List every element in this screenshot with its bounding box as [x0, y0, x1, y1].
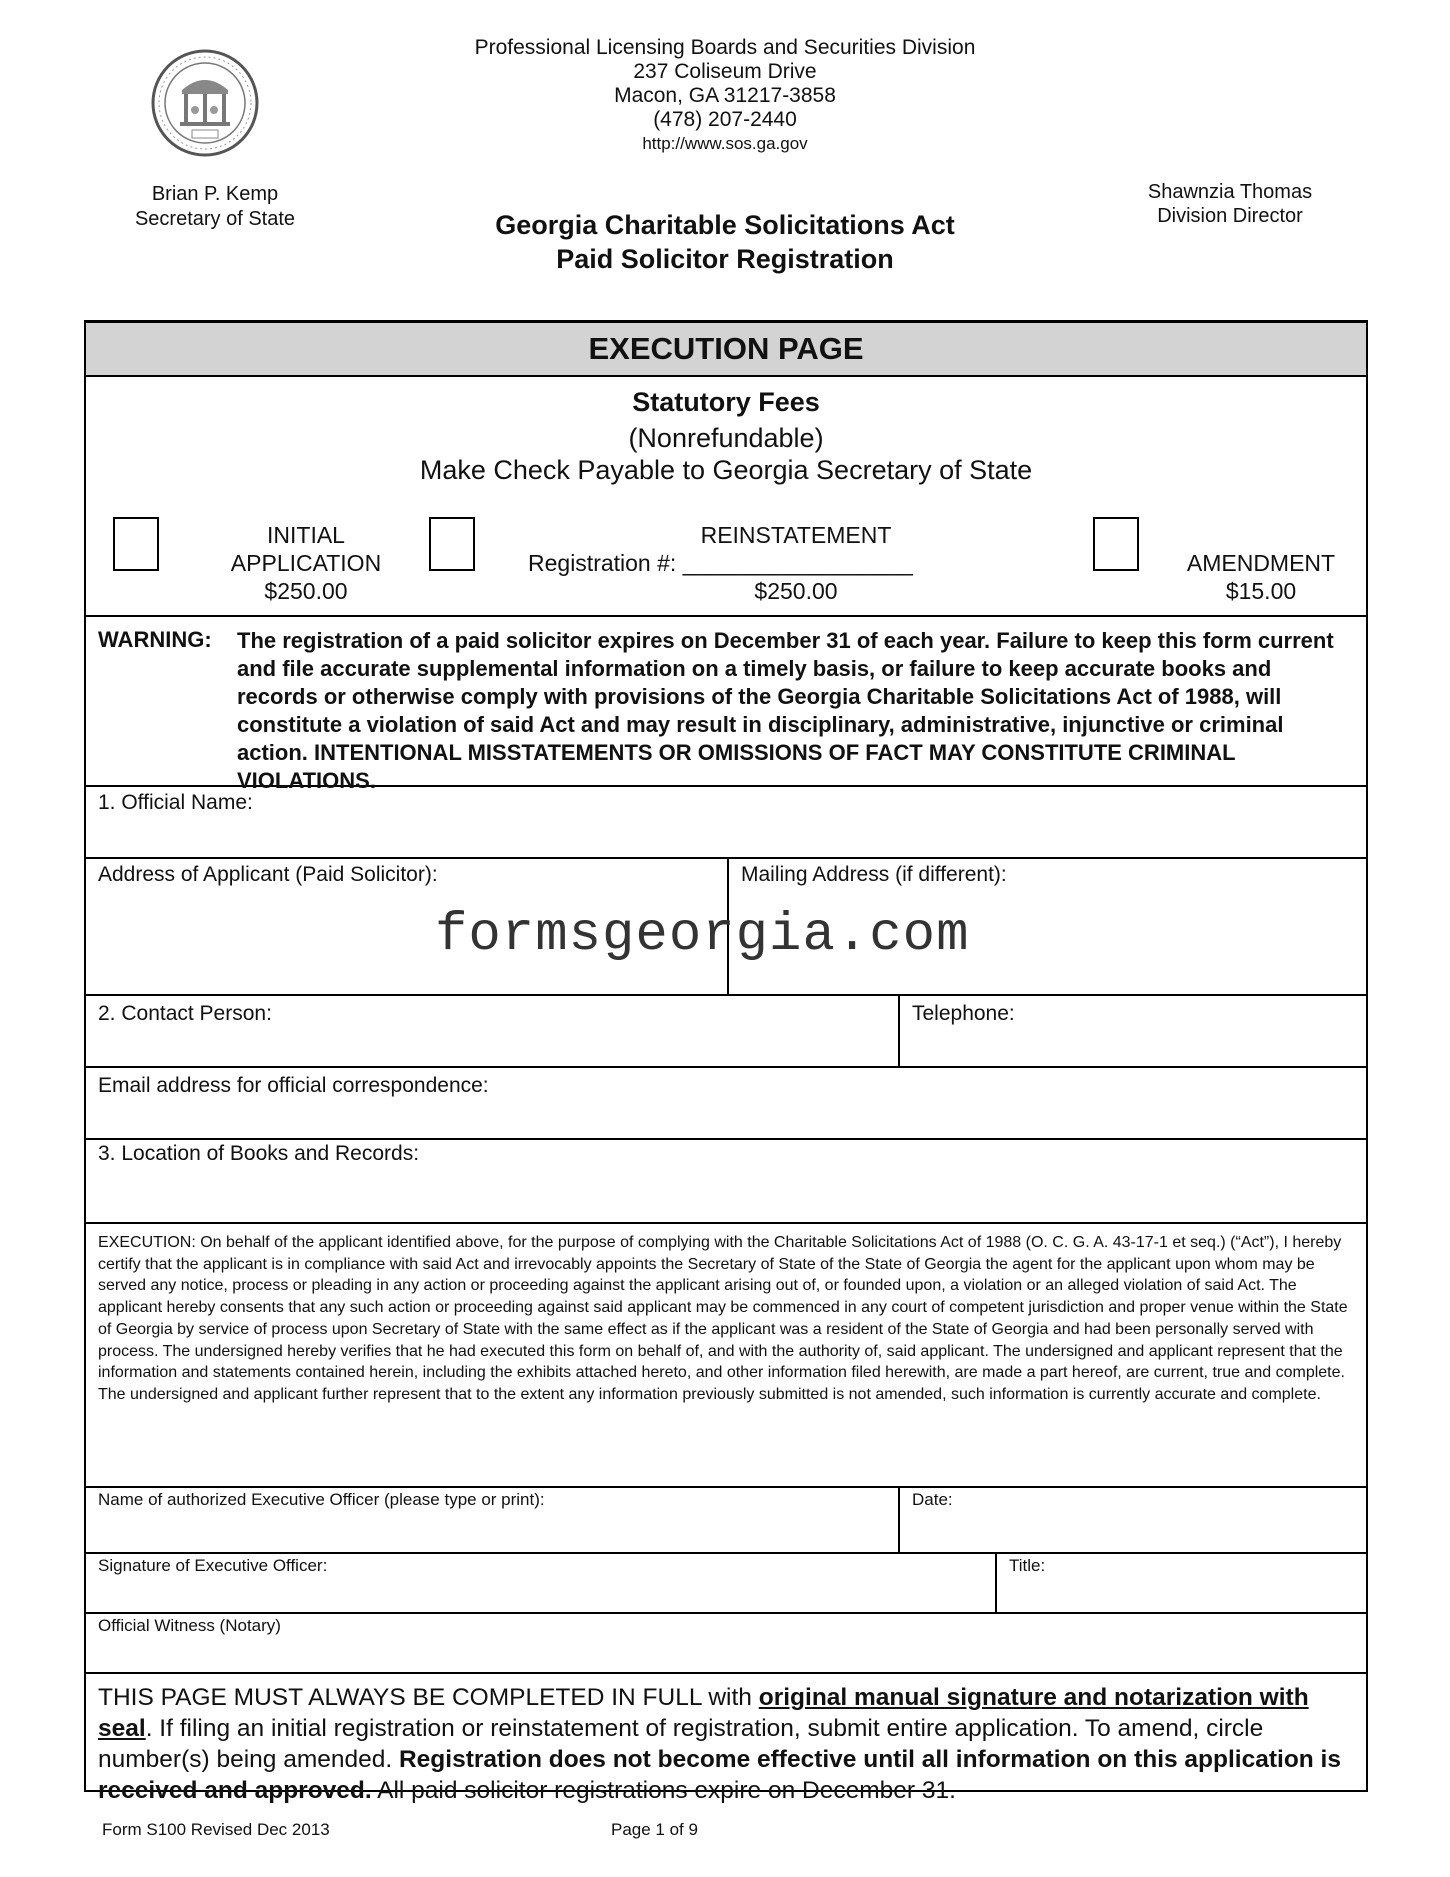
secretary-of-state-block — [110, 182, 320, 232]
director-name: Shawnzia Thomas — [1147, 181, 1313, 203]
contact-person-label: 2. Contact Person: — [98, 1002, 272, 1025]
director-title: Division Director — [1157, 205, 1303, 227]
secretary-name: Brian P. Kemp — [151, 183, 279, 205]
execution-form — [84, 320, 1368, 1804]
initial-application-option — [206, 521, 406, 605]
notice-part3: . If filing an initial registration or reinstatement of registration, submit entire application. To amend, circle number(s) being amended. — [98, 1715, 1264, 1773]
officer-name-label: Name of authorized Executive Officer (please type or print): — [98, 1490, 545, 1509]
contact-row — [86, 996, 1366, 1068]
official-name-label: 1. Official Name: — [98, 791, 253, 814]
mailing-address-label: Mailing Address (if different): — [741, 863, 1007, 886]
registration-number-field[interactable]: Registration #: __________________ — [528, 550, 913, 576]
state-seal-icon — [150, 48, 260, 158]
form-title — [395, 208, 1055, 276]
witness-field[interactable] — [86, 1614, 1366, 1674]
signature-label: Signature of Executive Officer: — [98, 1556, 328, 1575]
division-director-block — [1120, 180, 1340, 228]
amendment-option — [1166, 549, 1356, 605]
division-name: Professional Licensing Boards and Securities Division — [474, 36, 976, 59]
books-records-field[interactable] — [86, 1140, 1366, 1224]
reinstatement-label: REINSTATEMENT — [700, 522, 892, 548]
watermark: formsgeorgia.com — [435, 905, 970, 966]
warning-section — [86, 617, 1366, 793]
footer-form-id: Form S100 Revised Dec 2013 — [102, 1820, 330, 1839]
division-city: Macon, GA 31217-3858 — [614, 84, 836, 107]
execution-page-header: EXECUTION PAGE — [86, 322, 1366, 377]
notice-effective-condition: Registration does not become effective until all information on this application is received and approved. — [98, 1746, 1341, 1804]
amendment-fee: $15.00 — [1225, 578, 1297, 604]
form-title-line2: Paid Solicitor Registration — [556, 244, 894, 274]
reinstatement-option — [516, 521, 1076, 605]
notice-part1: THIS PAGE MUST ALWAYS BE COMPLETED IN FULL with — [98, 1684, 759, 1711]
date-label: Date: — [912, 1490, 953, 1509]
division-url: http://www.sos.ga.gov — [642, 134, 808, 153]
signature-divider — [995, 1554, 997, 1612]
telephone-label: Telephone: — [912, 1002, 1015, 1025]
fees-title: Statutory Fees — [632, 387, 820, 417]
division-address-block — [395, 36, 1055, 156]
notice-signature-requirement: original manual signature and notarization with seal — [98, 1684, 1309, 1742]
initial-label-2: APPLICATION — [230, 550, 382, 576]
warning-label: WARNING: — [98, 627, 212, 652]
execution-text: EXECUTION: On behalf of the applicant identified above, for the purpose of complying with the Charitable Solicitations Act of 1988 (O. C. G. A. 43-17-1 et seq.) (“Act”), I hereby certify that the applicant is in compliance with said Act and irrevocably appoints the Secretary of State of the State of Georgia the agent for the applicant upon whom may be served any notice, process or pleading in any action or proceeding against the applicant arising out of, or founded upon, a violation or an alleged violation of said Act. The applicant hereby consents that any such action or proceeding against said applicant may be commenced in any court of competent jurisdiction and proper venue within the State of Georgia by service of process upon Secretary of State with the same effect as if the applicant was a resident of the State of Georgia and had been personally served with process. The undersigned hereby verifies that he had executed this form on behalf of, and with the authority of, said applicant. The undersigned and applicant represent that the information and statements contained herein, including the exhibits attached hereto, and other information filed herewith, are made a part hereof, are current, true and complete. The undersigned and applicant further represent that to the extent any information previously submitted is not amended, such information is currently accurate and complete. — [98, 1234, 1348, 1403]
statutory-fees-section — [86, 377, 1366, 617]
warning-text: The registration of a paid solicitor expires on December 31 of each year. Failure to keep this form current and file accurate supplemental information on a timely basis, or failure to keep accurate books and records or otherwise comply with provisions of the Georgia Charitable Solicitations Act of 1988, will constitute a violation of said Act and may result in disciplinary, administrative, injunctive or criminal action. INTENTIONAL MISSTATEMENTS OR OMISSIONS OF FACT MAY CONSTITUTE CRIMINAL VIOLATIONS. — [237, 628, 1334, 793]
contact-divider — [898, 996, 900, 1066]
email-label: Email address for official correspondence: — [98, 1074, 489, 1097]
initial-label-1: INITIAL — [267, 522, 345, 548]
form-title-line1: Georgia Charitable Solicitations Act — [495, 210, 955, 240]
officer-divider — [898, 1488, 900, 1552]
official-name-field[interactable] — [86, 787, 1366, 859]
reinstatement-fee: $250.00 — [754, 578, 838, 604]
email-field[interactable] — [86, 1068, 1366, 1140]
amendment-label: AMENDMENT — [1186, 550, 1336, 576]
division-phone: (478) 207-2440 — [653, 108, 797, 131]
secretary-title: Secretary of State — [134, 208, 296, 230]
division-street: 237 Coliseum Drive — [633, 60, 817, 83]
fees-nonrefundable: (Nonrefundable) — [628, 423, 824, 453]
initial-application-checkbox[interactable] — [113, 517, 159, 571]
completion-notice — [86, 1674, 1366, 1804]
reinstatement-checkbox[interactable] — [429, 517, 475, 571]
amendment-checkbox[interactable] — [1093, 517, 1139, 571]
officer-row — [86, 1488, 1366, 1554]
execution-statement — [86, 1224, 1366, 1488]
fees-payable-to: Make Check Payable to Georgia Secretary of State — [419, 455, 1033, 485]
footer-page-number: Page 1 of 9 — [611, 1820, 698, 1839]
initial-fee: $250.00 — [264, 578, 348, 604]
signature-row — [86, 1554, 1366, 1614]
notice-text — [98, 1682, 1360, 1806]
title-label: Title: — [1009, 1556, 1046, 1575]
notice-part5: All paid solicitor registrations expire on December 31. — [371, 1777, 956, 1804]
books-records-label: 3. Location of Books and Records: — [98, 1142, 420, 1165]
witness-label: Official Witness (Notary) — [98, 1616, 281, 1635]
applicant-address-label: Address of Applicant (Paid Solicitor): — [98, 863, 438, 886]
